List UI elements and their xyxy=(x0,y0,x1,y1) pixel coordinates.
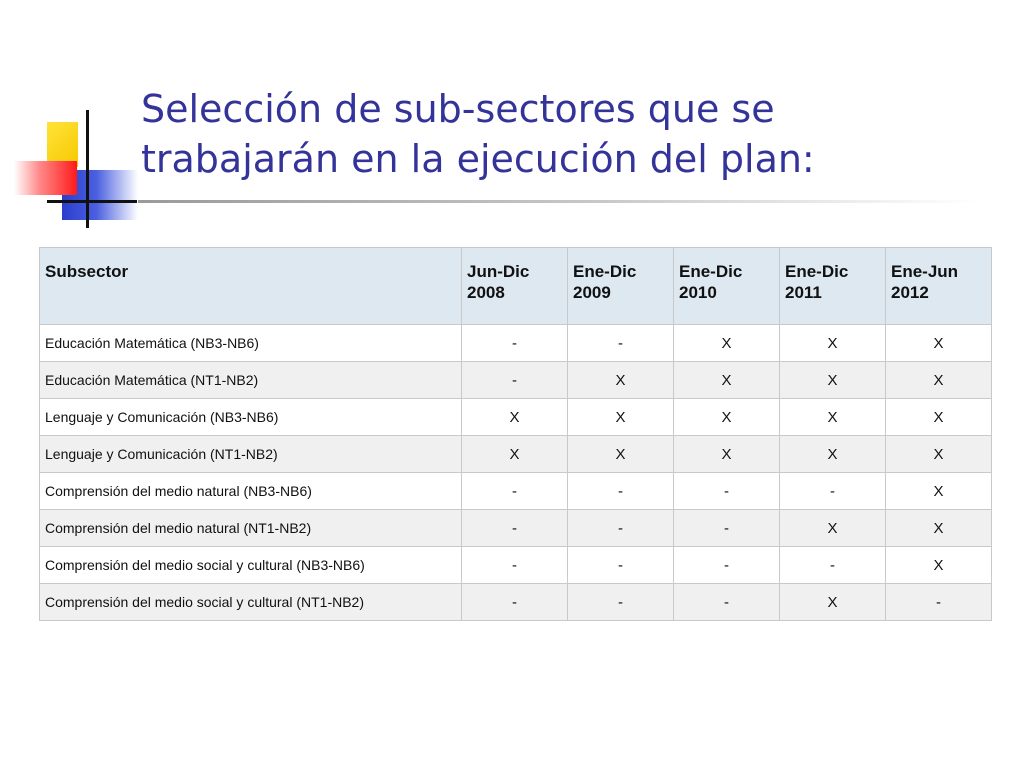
mark-cell: - xyxy=(568,510,674,547)
mark-cell: - xyxy=(568,473,674,510)
mark-cell: - xyxy=(462,473,568,510)
column-header-period: Jun-Dic 2008 xyxy=(462,248,568,325)
mark-cell: X xyxy=(568,436,674,473)
vertical-line-decoration xyxy=(86,110,89,228)
subsector-cell: Comprensión del medio natural (NB3-NB6) xyxy=(40,473,462,510)
mark-cell: X xyxy=(674,362,780,399)
mark-cell: X xyxy=(886,436,992,473)
mark-cell: - xyxy=(462,510,568,547)
column-header-subsector: Subsector xyxy=(40,248,462,325)
slide-title-line-1: Selección de sub-sectores que se xyxy=(141,87,775,131)
mark-cell: - xyxy=(674,473,780,510)
mark-cell: - xyxy=(674,510,780,547)
subsector-cell: Lenguaje y Comunicación (NB3-NB6) xyxy=(40,399,462,436)
slide-decoration xyxy=(0,0,150,240)
mark-cell: - xyxy=(462,584,568,621)
table-row xyxy=(40,362,992,399)
table-row xyxy=(40,436,992,473)
subsector-cell: Comprensión del medio social y cultural (NB3-NB6) xyxy=(40,547,462,584)
mark-cell: - xyxy=(886,584,992,621)
mark-cell: X xyxy=(780,510,886,547)
subsector-cell: Lenguaje y Comunicación (NT1-NB2) xyxy=(40,436,462,473)
mark-cell: - xyxy=(568,325,674,362)
mark-cell: X xyxy=(462,436,568,473)
mark-cell: X xyxy=(568,362,674,399)
mark-cell: - xyxy=(462,325,568,362)
mark-cell: X xyxy=(674,399,780,436)
mark-cell: X xyxy=(674,436,780,473)
table-row xyxy=(40,399,992,436)
mark-cell: X xyxy=(674,325,780,362)
mark-cell: - xyxy=(462,362,568,399)
table-row xyxy=(40,584,992,621)
column-header-period: Ene-Dic 2009 xyxy=(568,248,674,325)
mark-cell: X xyxy=(568,399,674,436)
column-header-period: Ene-Dic 2011 xyxy=(780,248,886,325)
table-row xyxy=(40,510,992,547)
mark-cell: - xyxy=(780,547,886,584)
mark-cell: X xyxy=(886,473,992,510)
slide-title xyxy=(141,84,1001,184)
mark-cell: X xyxy=(780,362,886,399)
mark-cell: X xyxy=(780,436,886,473)
column-header-period: Ene-Dic 2010 xyxy=(674,248,780,325)
mark-cell: - xyxy=(674,584,780,621)
mark-cell: - xyxy=(568,584,674,621)
slide-title-line-2: trabajarán en la ejecución del plan: xyxy=(141,137,815,181)
table-row xyxy=(40,325,992,362)
mark-cell: X xyxy=(780,399,886,436)
mark-cell: X xyxy=(886,325,992,362)
mark-cell: X xyxy=(886,547,992,584)
mark-cell: - xyxy=(780,473,886,510)
red-square-decoration xyxy=(14,161,77,195)
mark-cell: X xyxy=(780,325,886,362)
mark-cell: - xyxy=(462,547,568,584)
mark-cell: X xyxy=(462,399,568,436)
mark-cell: X xyxy=(886,510,992,547)
mark-cell: X xyxy=(780,584,886,621)
table-row xyxy=(40,473,992,510)
mark-cell: X xyxy=(886,399,992,436)
table-row xyxy=(40,547,992,584)
subsector-cell: Educación Matemática (NB3-NB6) xyxy=(40,325,462,362)
subsector-cell: Comprensión del medio natural (NT1-NB2) xyxy=(40,510,462,547)
column-header-period: Ene-Jun 2012 xyxy=(886,248,992,325)
mark-cell: - xyxy=(674,547,780,584)
subsector-cell: Comprensión del medio social y cultural (NT1-NB2) xyxy=(40,584,462,621)
title-underline xyxy=(138,200,978,203)
subsector-cell: Educación Matemática (NT1-NB2) xyxy=(40,362,462,399)
mark-cell: X xyxy=(886,362,992,399)
subsector-schedule-table xyxy=(39,247,992,621)
horizontal-line-decoration xyxy=(47,200,137,203)
table-header-row xyxy=(40,248,992,325)
mark-cell: - xyxy=(568,547,674,584)
